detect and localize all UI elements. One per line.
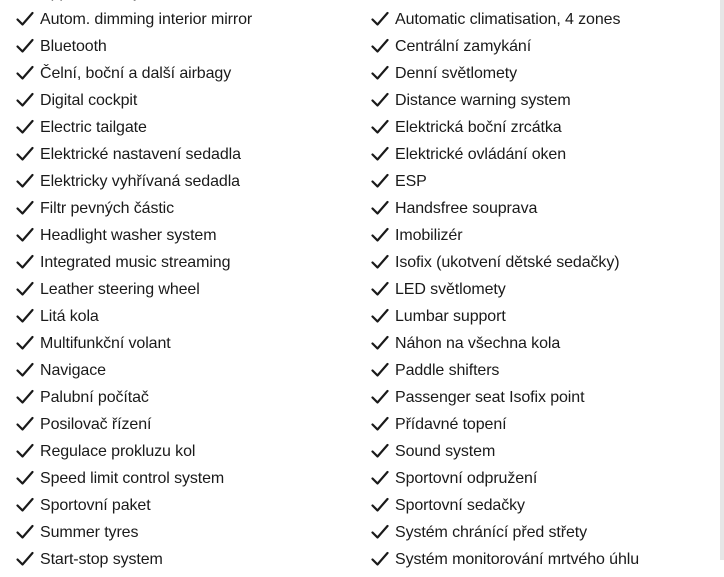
checkmark-icon <box>16 227 34 243</box>
feature-label: Sound system <box>395 443 496 460</box>
checkmark-icon <box>16 65 34 81</box>
feature-label: Summer tyres <box>40 524 139 541</box>
feature-label: Palubní počítač <box>40 389 149 406</box>
checkmark-icon <box>371 362 389 378</box>
checkmark-icon <box>371 92 389 108</box>
feature-label: Sportovní odpružení <box>395 470 538 487</box>
checkmark-icon <box>16 200 34 216</box>
checkmark-icon <box>16 146 34 162</box>
feature-label: Elektrické nastavení sedadla <box>40 146 241 163</box>
feature-label: Elektricky vyhřívaná sedadla <box>40 173 240 190</box>
checkmark-icon <box>16 389 34 405</box>
checkmark-icon <box>16 119 34 135</box>
checkmark-icon <box>371 335 389 351</box>
feature-label: Lumbar support <box>395 308 506 325</box>
checkmark-icon <box>371 173 389 189</box>
feature-label: Integrated music streaming <box>40 254 231 271</box>
feature-label: Digital cockpit <box>40 92 138 109</box>
checkmark-icon <box>371 497 389 513</box>
feature-label: Isofix (ukotvení dětské sedačky) <box>395 254 620 271</box>
checkmark-icon <box>16 497 34 513</box>
feature-label: Centrální zamykání <box>395 38 532 55</box>
feature-label: Posilovač řízení <box>40 416 152 433</box>
checkmark-icon <box>16 524 34 540</box>
checkmark-icon <box>16 470 34 486</box>
checkmark-icon <box>371 146 389 162</box>
feature-label: Speed limit control system <box>40 470 225 487</box>
feature-label: Elektrická boční zrcátka <box>395 119 562 136</box>
feature-label: Denní světlomety <box>395 65 518 82</box>
checkmark-icon <box>16 335 34 351</box>
checkmark-icon <box>371 281 389 297</box>
checkmark-icon <box>16 11 34 27</box>
feature-label: ESP <box>395 173 427 190</box>
feature-label: Filtr pevných částic <box>40 200 175 217</box>
checkmark-icon <box>371 308 389 324</box>
checkmark-icon <box>371 119 389 135</box>
checkmark-icon <box>16 92 34 108</box>
feature-label: Bluetooth <box>40 38 107 55</box>
feature-label: Litá kola <box>40 308 99 325</box>
feature-label <box>40 0 141 3</box>
checkmark-icon <box>371 200 389 216</box>
checkmark-icon <box>371 443 389 459</box>
feature-label: Handsfree souprava <box>395 200 538 217</box>
checkmark-icon <box>371 551 389 567</box>
checkmark-icon <box>371 38 389 54</box>
checkmark-icon <box>371 11 389 27</box>
feature-label: Čelní, boční a další airbagy <box>40 65 232 82</box>
feature-label: Imobilizér <box>395 227 463 244</box>
checkmark-icon <box>371 389 389 405</box>
feature-label: Elektrické ovládání oken <box>395 146 567 163</box>
checkmark-icon <box>16 254 34 270</box>
feature-label: Automatic climatisation, 4 zones <box>395 11 621 28</box>
feature-label: Multifunkční volant <box>40 335 171 352</box>
checkmark-icon <box>371 65 389 81</box>
feature-label: Autom. dimming interior mirror <box>40 11 253 28</box>
checkmark-icon <box>371 470 389 486</box>
feature-label: Navigace <box>40 362 106 379</box>
feature-label: Leather steering wheel <box>40 281 200 298</box>
feature-label: Systém monitorování mrtvého úhlu <box>395 551 640 568</box>
checkmark-icon <box>16 38 34 54</box>
feature-label: Náhon na všechna kola <box>395 335 561 352</box>
checkmark-icon <box>16 551 34 567</box>
checkmark-icon <box>16 416 34 432</box>
feature-label: Systém chránící před střety <box>395 524 588 541</box>
scrollbar[interactable] <box>720 0 724 560</box>
feature-label: Passenger seat Isofix point <box>395 389 585 406</box>
feature-label <box>395 0 455 3</box>
checkmark-icon <box>16 173 34 189</box>
feature-label: Sportovní sedačky <box>395 497 525 514</box>
feature-label: Regulace prokluzu kol <box>40 443 196 460</box>
checkmark-icon <box>16 281 34 297</box>
checkmark-icon <box>371 524 389 540</box>
checkmark-icon <box>16 362 34 378</box>
feature-label: Distance warning system <box>395 92 571 109</box>
feature-label: Paddle shifters <box>395 362 500 379</box>
checkmark-icon <box>16 443 34 459</box>
feature-label: LED světlomety <box>395 281 506 298</box>
checkmark-icon <box>16 308 34 324</box>
checkmark-icon <box>371 254 389 270</box>
feature-label: Start-stop system <box>40 551 163 568</box>
feature-label: Přídavné topení <box>395 416 507 433</box>
feature-label: Headlight washer system <box>40 227 217 244</box>
feature-label: Electric tailgate <box>40 119 147 136</box>
checkmark-icon <box>371 416 389 432</box>
feature-label: Sportovní paket <box>40 497 151 514</box>
checkmark-icon <box>371 227 389 243</box>
